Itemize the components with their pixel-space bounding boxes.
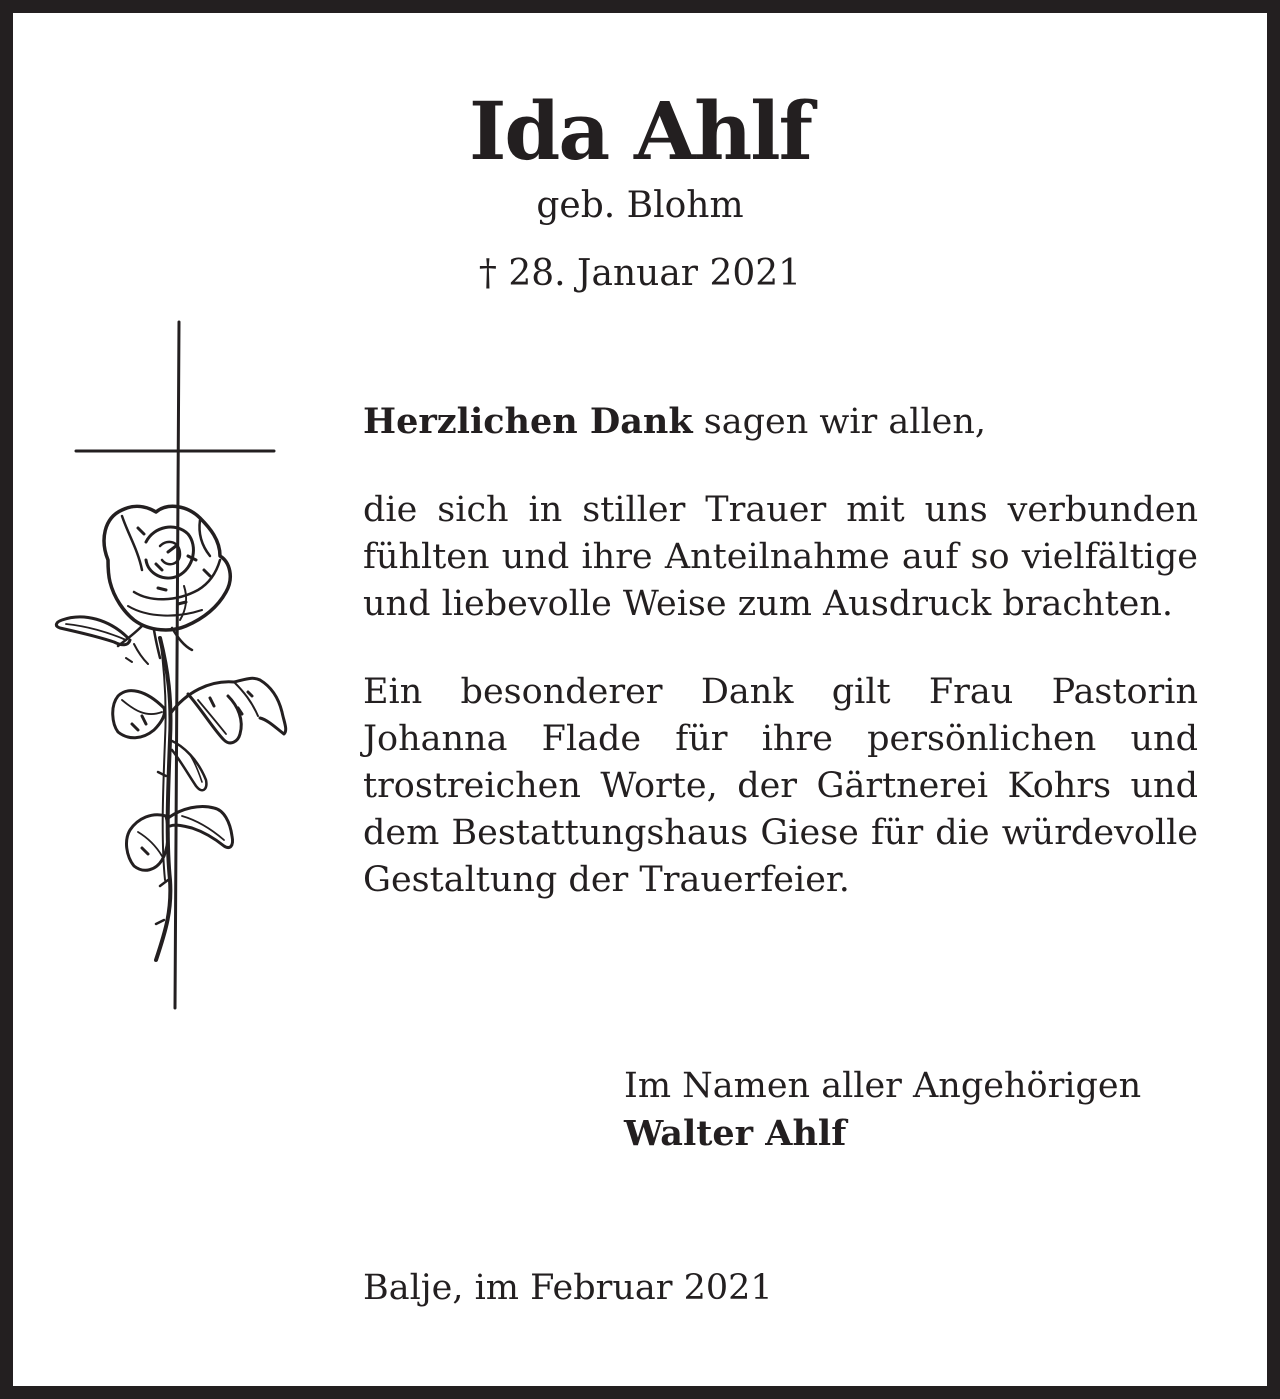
maiden-name: geb. Blohm xyxy=(536,185,744,226)
signature-block xyxy=(624,1063,1224,1157)
message-paragraph-1: die sich in stiller Trauer mit uns verbunden fühlten und ihre Anteilnahme auf so vielfältige und liebevolle Weise zum Ausdruck brachten. xyxy=(363,490,1198,624)
message-lead-bold: Herzlichen Dank xyxy=(363,401,693,442)
deceased-name: Ida Ahlf xyxy=(468,84,812,178)
thank-you-message xyxy=(363,398,1198,904)
signature-line: Im Namen aller Angehörigen xyxy=(624,1066,1142,1106)
message-paragraph-2: Ein besonderer Dank gilt Frau Pastorin Johanna Flade für ihre persönlichen und trostreichen Worte, der Gärtnerei Kohrs und dem Bestattungshaus Giese für die würdevolle Gestaltung der Trauerfeier. xyxy=(363,672,1198,900)
death-date: † 28. Januar 2021 xyxy=(478,253,802,294)
signer-name: Walter Ahlf xyxy=(624,1113,847,1154)
message-lead-rest: sagen wir allen, xyxy=(692,402,987,442)
cross-with-rose-icon xyxy=(38,320,288,1010)
message-lead xyxy=(363,398,1198,446)
place-and-date: Balje, im Februar 2021 xyxy=(363,1268,773,1308)
